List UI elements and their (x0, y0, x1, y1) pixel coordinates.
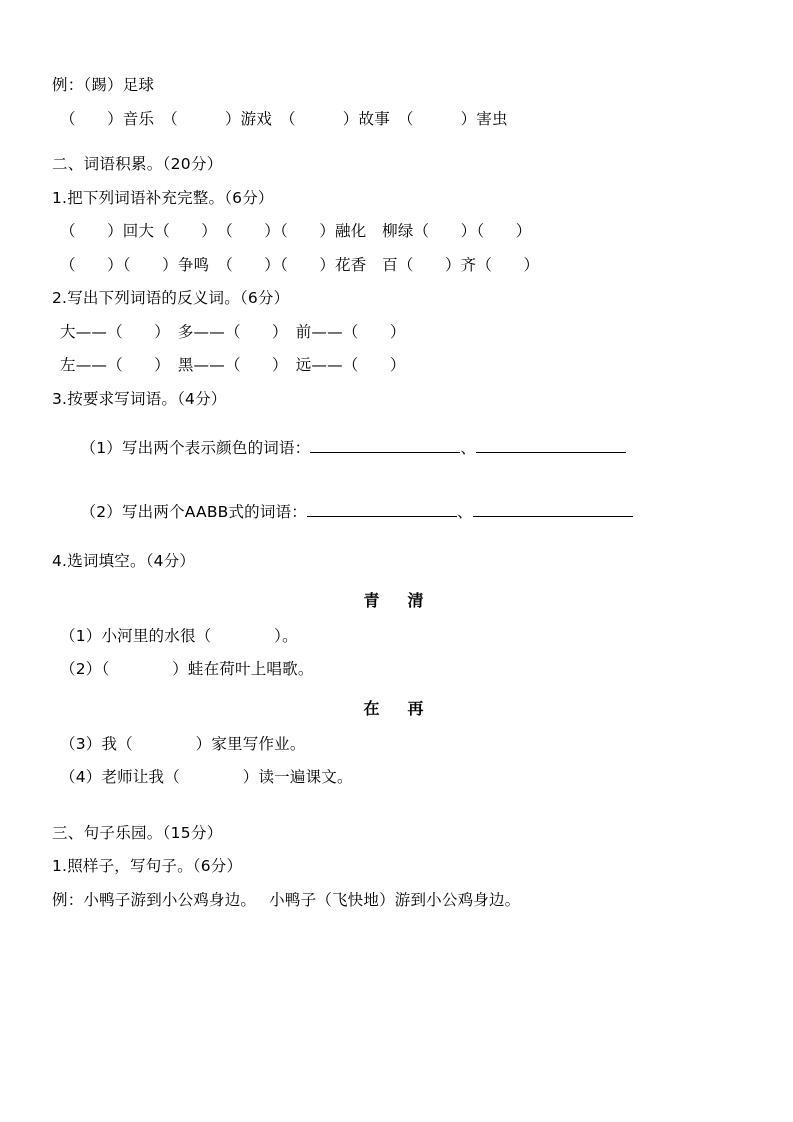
spacer (52, 173, 741, 191)
answer-blank[interactable] (307, 516, 457, 517)
question-1-prompt: 1.把下列词语补充完整。（6分） (52, 188, 274, 207)
spacer (52, 94, 741, 112)
question-3-item-1 (52, 425, 741, 472)
choice-words-group-1: 青 清 (363, 590, 430, 610)
separator-comma: 、 (456, 503, 473, 521)
question-3-item-2 (52, 490, 741, 537)
section-2-heading: 二、词语积累。（20分） (52, 155, 223, 173)
question-4-prompt: 4.选词填空。（4分） (52, 552, 196, 570)
question-1-row-2: （ ）（ ）争鸣 （ ）（ ）花香 百（ ）齐（ ） (60, 255, 540, 274)
answer-blank[interactable] (476, 452, 626, 453)
question-5-example: 例：小鸭子游到小公鸡身边。 小鸭子（飞快地）游到小公鸡身边。 (52, 890, 521, 909)
question-4-item-1: （1）小河里的水很（ ）。 (60, 626, 298, 645)
spacer (52, 875, 741, 893)
spacer (52, 786, 741, 826)
spacer (52, 307, 741, 325)
question-2-row-1: 大——（ ） 多——（ ） 前——（ ） (60, 322, 406, 341)
spacer (52, 570, 741, 588)
choice-words-group-2: 在 再 (363, 698, 430, 718)
example-kick-line: 例：（踢）足球 (52, 76, 155, 94)
answer-blank[interactable] (473, 516, 633, 517)
question-2-prompt: 2.写出下列词语的反义词。（6分） (52, 289, 290, 307)
question-5-prompt: 1.照样子，写句子。（6分） (52, 857, 243, 875)
separator-comma: 、 (460, 438, 477, 457)
question-4-item-3: （3）我（ ）家里写作业。 (60, 734, 306, 753)
spacer (52, 407, 741, 425)
spacer (52, 240, 741, 258)
blanks-row-1: （ ）音乐 （ ）游戏 （ ）故事 （ ）害虫 (60, 109, 508, 128)
question-1-row-1: （ ）回大（ ） （ ）（ ）融化 柳绿（ ）（ ） (60, 222, 532, 240)
spacer (52, 611, 741, 629)
spacer (52, 472, 741, 490)
spacer (52, 719, 741, 737)
question-2-row-2: 左——（ ） 黑——（ ） 远——（ ） (60, 356, 406, 374)
spacer (52, 374, 741, 392)
answer-blank[interactable] (310, 452, 460, 453)
question-3-item-2-text: （2）写出两个AABB式的词语： (80, 503, 307, 521)
spacer (52, 678, 741, 696)
spacer (52, 127, 741, 157)
question-3-item-1-text: （1）写出两个表示颜色的词语： (80, 438, 311, 457)
question-4-item-4: （4）老师让我（ ）读一遍课文。 (60, 768, 353, 786)
question-4-item-2: （2）（ ）蛙在荷叶上唱歌。 (60, 660, 314, 678)
section-3-heading: 三、句子乐园。（15分） (52, 823, 223, 842)
question-3-prompt: 3.按要求写词语。（4分） (52, 389, 227, 408)
